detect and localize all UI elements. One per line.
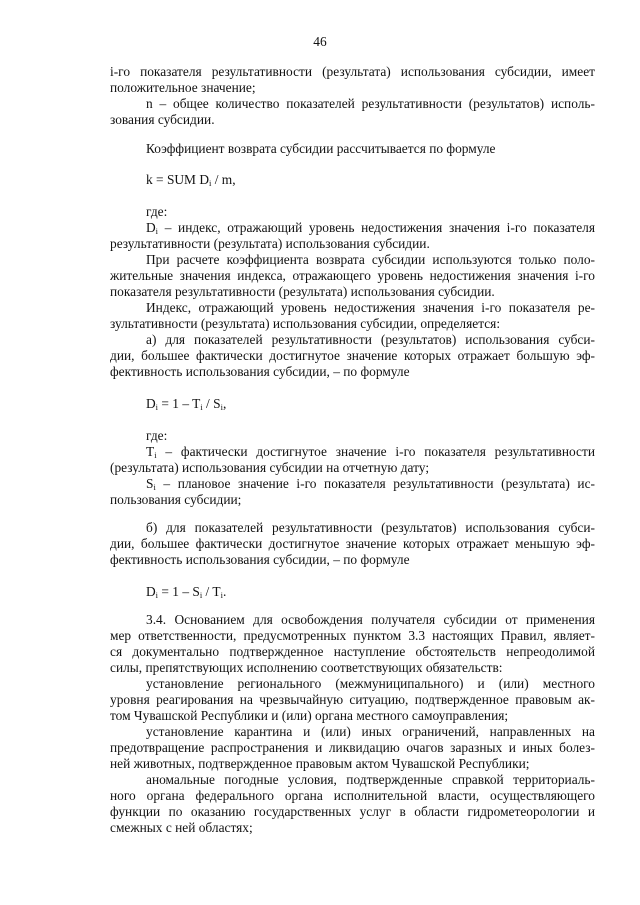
text-line: Индекс, отражающий уровень недостижения значения i-го показателя ре- [146, 300, 595, 315]
text-line: функции по оказанию государственных услуг в области гидрометеорологии и [110, 804, 595, 819]
text-line: зультативности (результата) использования субсидии, определяется: [110, 316, 501, 331]
page-number: 46 [313, 34, 327, 49]
text-line: Коэффициент возврата субсидии рассчитывается по формуле [146, 141, 496, 156]
text-line: уровня реагирования на чрезвычайную ситуацию, подтвержденное правовым ак- [110, 692, 595, 707]
text-line: i-го показателя результативности (результата) использования субсидии, имеет [110, 64, 595, 79]
text-line: а) для показателей результативности (результатов) использования субси- [146, 332, 595, 347]
text-line: дии, большее фактически достигнутое значение которых отражает большую эф- [110, 348, 595, 363]
text-line: ного органа федерального органа исполнительной власти, осуществляющего [110, 788, 595, 803]
text-line: жительные значения индекса, отражающего уровень недостижения значения i-го [110, 268, 595, 283]
text-line: ся документально подтвержденное наступление обстоятельств непреодолимой [110, 644, 595, 659]
text-line: n – общее количество показателей результативности (результатов) исполь- [146, 96, 595, 111]
text-line: предотвращение распространения и ликвидацию очагов заразных и иных болез- [110, 740, 595, 755]
text-line: результативности (результата) использования субсидии. [110, 236, 430, 251]
text-line: $T_i$ – фактически достигнутое значение i-го показателя результативности [146, 444, 595, 460]
text-line: дии, большее фактически достигнутое значение которых отражает меньшую эф- [110, 536, 595, 551]
text-line: том Чувашской Республики и (или) органа местного самоуправления; [110, 708, 509, 723]
text-line: фективность использования субсидии, – по формуле [110, 552, 410, 567]
text-line: фективность использования субсидии, – по формуле [110, 364, 410, 379]
text-line: $D_i$ – индекс, отражающий уровень недостижения значения i-го показателя [146, 220, 595, 236]
text-line: пользования субсидии; [110, 492, 242, 507]
text-line: 3.4. Основанием для освобождения получателя субсидии от применения [146, 612, 595, 627]
text-line: смежных с ней областях; [110, 820, 253, 835]
text-line: При расчете коэффициента возврата субсидии используются только поло- [146, 252, 595, 267]
text-line: б) для показателей результативности (результатов) использования субси- [146, 520, 595, 535]
text-line: установление карантина и (или) иных ограничений, направленных на [146, 724, 595, 739]
formula-di-b: $D_i = 1 - S_i / T_i$. [146, 584, 227, 600]
formula-di-a: $D_i = 1 - T_i / S_i$, [146, 396, 227, 412]
text-line: положительное значение; [110, 80, 256, 95]
text-line: аномальные погодные условия, подтвержденные справкой территориаль- [146, 772, 595, 787]
text-line: (результата) использования субсидии на отчетную дату; [110, 460, 430, 475]
text-line: ней животных, подтвержденное правовым актом Чувашской Республики; [110, 756, 530, 771]
text-line: мер ответственности, предусмотренных пунктом 3.3 настоящих Правил, являет- [110, 628, 595, 643]
text-line: зования субсидии. [110, 112, 215, 127]
text-line: где: [146, 204, 168, 219]
formula-k: k = SUM $D_i$ / m, [146, 172, 236, 188]
text-line: силы, препятствующих исполнению соответствующих обязательств: [110, 660, 503, 675]
text-line: $S_i$ – плановое значение i-го показателя результативности (результата) ис- [146, 476, 595, 492]
text-line: показателя результативности (результата) использования субсидии. [110, 284, 495, 299]
text-line: установление регионального (межмуниципального) и (или) местного [146, 676, 595, 691]
text-line: где: [146, 428, 168, 443]
